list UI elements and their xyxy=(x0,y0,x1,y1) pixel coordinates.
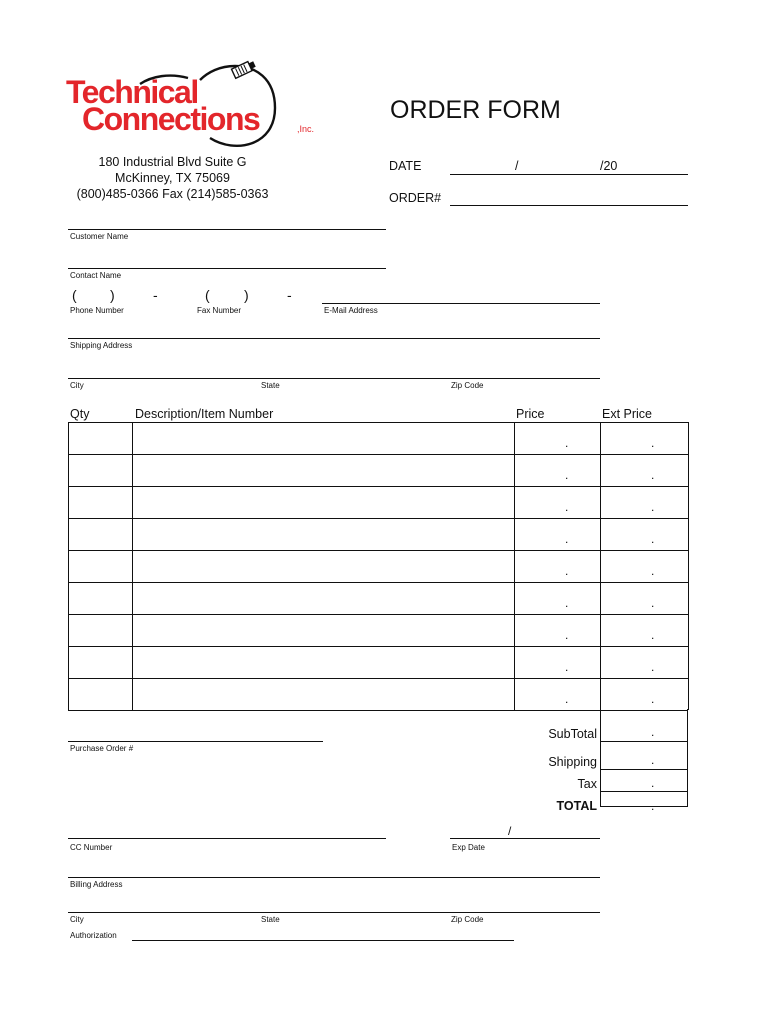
ext-price-cell[interactable]: . xyxy=(651,532,655,546)
billing-state-label: State xyxy=(261,915,280,924)
totals-divider xyxy=(600,791,688,792)
qty-cell[interactable] xyxy=(69,647,131,677)
totals-divider xyxy=(600,741,688,742)
qty-header: Qty xyxy=(70,407,90,421)
customer-name-label: Customer Name xyxy=(70,232,129,241)
description-cell[interactable] xyxy=(133,583,513,613)
ext-price-cell[interactable]: . xyxy=(651,660,655,674)
price-cell[interactable]: . xyxy=(565,532,569,546)
billing-address-label: Billing Address xyxy=(70,880,123,889)
date-field[interactable] xyxy=(450,174,688,175)
totals-box xyxy=(600,709,688,807)
authorization-label: Authorization xyxy=(70,931,117,940)
description-cell[interactable] xyxy=(133,615,513,645)
shipping-address-label: Shipping Address xyxy=(70,341,133,350)
billing-city-state-zip-field[interactable] xyxy=(68,912,600,913)
fax-close-paren: ) xyxy=(244,287,249,303)
price-cell[interactable]: . xyxy=(565,692,569,706)
exp-date-field[interactable] xyxy=(450,838,600,839)
description-cell[interactable] xyxy=(133,519,513,549)
price-cell[interactable]: . xyxy=(565,628,569,642)
company-phones: (800)485-0366 Fax (214)585-0363 xyxy=(76,187,269,201)
ext-price-cell[interactable]: . xyxy=(651,436,655,450)
description-cell[interactable] xyxy=(133,455,513,485)
phone-open-paren: ( xyxy=(72,287,77,303)
state-label: State xyxy=(261,381,280,390)
email-field[interactable] xyxy=(322,303,600,304)
billing-address-field[interactable] xyxy=(68,877,600,878)
description-cell[interactable] xyxy=(133,647,513,677)
description-cell[interactable] xyxy=(133,551,513,581)
phone-close-paren: ) xyxy=(110,287,115,303)
authorization-field[interactable] xyxy=(132,940,514,941)
description-header: Description/Item Number xyxy=(135,407,274,421)
ext-price-cell[interactable]: . xyxy=(651,468,655,482)
exp-date-separator: / xyxy=(508,824,512,838)
totals-divider xyxy=(600,769,688,770)
purchase-order-field[interactable] xyxy=(68,741,323,742)
qty-cell[interactable] xyxy=(69,615,131,645)
qty-cell[interactable] xyxy=(69,487,131,517)
company-address2: McKinney, TX 75069 xyxy=(115,171,230,185)
subtotal-label: SubTotal xyxy=(548,727,597,741)
price-cell[interactable]: . xyxy=(565,436,569,450)
order-number-field[interactable] xyxy=(450,205,688,206)
phone-dash: - xyxy=(153,287,158,303)
ext-price-cell[interactable]: . xyxy=(651,628,655,642)
fax-dash: - xyxy=(287,287,292,303)
purchase-order-label: Purchase Order # xyxy=(70,744,134,753)
qty-cell[interactable] xyxy=(69,519,131,549)
order-number-label: ORDER# xyxy=(389,191,442,205)
date-year: /20 xyxy=(600,159,618,173)
ext-price-header: Ext Price xyxy=(602,407,653,421)
cable-connector-icon xyxy=(229,58,259,82)
qty-cell[interactable] xyxy=(69,551,131,581)
customer-name-field[interactable] xyxy=(68,229,386,230)
qty-cell[interactable] xyxy=(69,423,131,453)
shipping-field[interactable]: . xyxy=(651,753,655,767)
form-title: ORDER FORM xyxy=(390,96,561,124)
contact-name-label: Contact Name xyxy=(70,271,122,280)
cc-number-field[interactable] xyxy=(68,838,386,839)
table-row-divider xyxy=(68,710,688,711)
table-column-divider xyxy=(600,422,601,710)
tax-label: Tax xyxy=(577,777,597,791)
fax-open-paren: ( xyxy=(205,287,210,303)
price-cell[interactable]: . xyxy=(565,564,569,578)
logo-line1: Technical xyxy=(66,74,198,110)
price-header: Price xyxy=(516,407,545,421)
phone-number-label: Phone Number xyxy=(70,306,124,315)
price-cell[interactable]: . xyxy=(565,500,569,514)
date-label: DATE xyxy=(389,159,422,173)
date-separator: / xyxy=(515,159,519,173)
qty-cell[interactable] xyxy=(69,679,131,709)
fax-number-label: Fax Number xyxy=(197,306,242,315)
billing-city-label: City xyxy=(70,915,84,924)
exp-date-label: Exp Date xyxy=(452,843,485,852)
description-cell[interactable] xyxy=(133,679,513,709)
logo-suffix: ,Inc. xyxy=(297,124,315,134)
table-column-divider xyxy=(688,422,689,710)
ext-price-cell[interactable]: . xyxy=(651,596,655,610)
zip-label: Zip Code xyxy=(451,381,484,390)
contact-name-field[interactable] xyxy=(68,268,386,269)
shipping-label: Shipping xyxy=(548,755,597,769)
subtotal-field[interactable]: . xyxy=(651,725,655,739)
ext-price-cell[interactable]: . xyxy=(651,692,655,706)
billing-zip-label: Zip Code xyxy=(451,915,484,924)
ext-price-cell[interactable]: . xyxy=(651,564,655,578)
cc-number-label: CC Number xyxy=(70,843,113,852)
price-cell[interactable]: . xyxy=(565,660,569,674)
description-cell[interactable] xyxy=(133,487,513,517)
price-cell[interactable]: . xyxy=(565,468,569,482)
table-column-divider xyxy=(514,422,515,710)
total-label: TOTAL xyxy=(556,799,597,813)
total-field[interactable]: . xyxy=(651,799,655,813)
shipping-address-field[interactable] xyxy=(68,338,600,339)
description-cell[interactable] xyxy=(133,423,513,453)
qty-cell[interactable] xyxy=(69,455,131,485)
qty-cell[interactable] xyxy=(69,583,131,613)
logo-line2: Connections xyxy=(82,101,260,137)
city-state-zip-field[interactable] xyxy=(68,378,600,379)
tax-field[interactable]: . xyxy=(651,776,655,790)
city-label: City xyxy=(70,381,84,390)
company-address1: 180 Industrial Blvd Suite G xyxy=(98,155,247,169)
ext-price-cell[interactable]: . xyxy=(651,500,655,514)
email-label: E-Mail Address xyxy=(324,306,378,315)
price-cell[interactable]: . xyxy=(565,596,569,610)
